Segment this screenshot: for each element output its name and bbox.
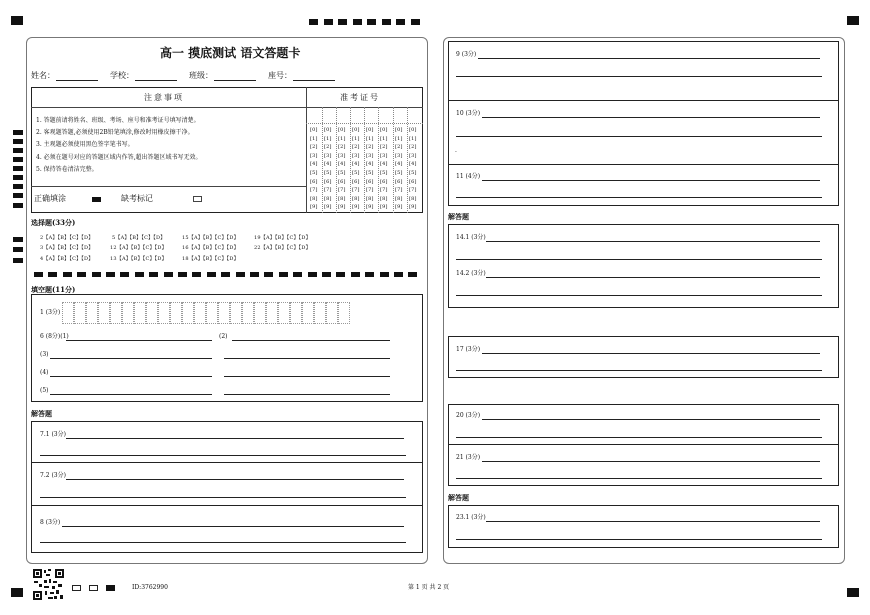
exam-id-bubble[interactable]: [8] — [395, 195, 403, 202]
notice-item: 2. 客观题答题,必须使用2B铅笔填涂,修改时用橡皮擦干净。 — [36, 129, 194, 136]
q1-label: 1 (3分) — [40, 309, 61, 316]
timing-mark — [351, 272, 360, 277]
q21-box — [448, 444, 839, 486]
q8-line[interactable] — [40, 542, 406, 543]
exam-id-bubble[interactable]: [6] — [338, 178, 346, 185]
q20-box — [448, 404, 839, 445]
q23-1-label: 23.1 (3分) — [456, 514, 486, 521]
q10-dot: . — [455, 147, 457, 154]
q7-2-line[interactable] — [40, 497, 406, 498]
q6-5b-line[interactable] — [224, 394, 390, 395]
q17-line[interactable] — [456, 370, 822, 371]
exam-id-bubble[interactable]: [8] — [409, 195, 417, 202]
q7-1-line[interactable] — [40, 455, 406, 456]
timing-mark — [293, 272, 302, 277]
exam-id-bubble[interactable]: [9] — [409, 204, 417, 211]
exam-id-bubble[interactable]: [8] — [324, 195, 332, 202]
timing-mark — [13, 184, 23, 189]
q6-3b-line[interactable] — [224, 358, 390, 359]
timing-mark — [63, 272, 72, 277]
choice-row[interactable]: 22【A】【B】【C】【D】 — [254, 245, 311, 251]
exam-id-bubble[interactable]: [6] — [310, 178, 318, 185]
q10-line[interactable] — [456, 136, 822, 137]
corner-mark-br — [847, 588, 859, 597]
char-cell[interactable] — [266, 302, 278, 324]
q10-line[interactable] — [482, 117, 820, 118]
exam-id-bubble[interactable]: [7] — [352, 187, 360, 194]
choice-heading: 选择题(33分) — [31, 218, 76, 227]
exam-id-bubble[interactable]: [6] — [324, 178, 332, 185]
char-cell[interactable] — [230, 302, 242, 324]
char-cell[interactable] — [170, 302, 182, 324]
exam-id-bubble[interactable]: [1] — [310, 135, 318, 142]
exam-id-bubble[interactable]: [0] — [352, 127, 360, 133]
class-field[interactable] — [214, 80, 256, 81]
choice-row[interactable]: 12【A】【B】【C】【D】 — [110, 245, 167, 251]
exam-id-bubble[interactable]: [6] — [380, 178, 388, 185]
exam-id-bubble[interactable]: [7] — [395, 187, 403, 194]
timing-mark — [13, 175, 23, 180]
footer-square — [89, 585, 98, 591]
name-label: 姓名： — [31, 71, 55, 80]
correct-fill-sample — [92, 197, 101, 202]
exam-id-bubble[interactable]: [8] — [366, 195, 374, 202]
timing-mark — [396, 19, 405, 25]
exam-id-bubble[interactable]: [7] — [409, 187, 417, 194]
notice-item: 5. 保持答卷清洁完整。 — [36, 166, 98, 173]
exam-id-bubble[interactable]: [2] — [324, 144, 332, 151]
timing-mark — [178, 272, 187, 277]
exam-id-bubble[interactable]: [9] — [395, 204, 403, 211]
char-cell[interactable] — [326, 302, 338, 324]
exam-id-bubble[interactable]: [0] — [324, 127, 332, 133]
q7-2-box — [31, 462, 423, 506]
timing-mark — [367, 19, 376, 25]
timing-mark — [192, 272, 201, 277]
q20-label: 20 (3分) — [456, 412, 481, 419]
exam-id-bubble[interactable]: [9] — [366, 204, 374, 211]
exam-id-bubble[interactable]: [4] — [352, 161, 360, 168]
exam-id-bubble[interactable]: [0] — [409, 127, 417, 133]
exam-id-bubble[interactable]: [8] — [338, 195, 346, 202]
timing-mark — [135, 272, 144, 277]
exam-id-bubble[interactable]: [3] — [338, 152, 346, 159]
timing-mark — [13, 193, 23, 198]
exam-id-bubble[interactable]: [0] — [395, 127, 403, 133]
exam-id-bubble[interactable]: [1] — [395, 135, 403, 142]
choice-row[interactable]: 13【A】【B】【C】【D】 — [110, 256, 167, 262]
q6-3-label: (3) — [40, 351, 49, 358]
timing-mark — [380, 272, 389, 277]
char-cell[interactable] — [290, 302, 302, 324]
timing-mark — [207, 272, 216, 277]
char-cell[interactable] — [218, 302, 230, 324]
timing-mark — [264, 272, 273, 277]
exam-id-bubble[interactable]: [3] — [310, 152, 318, 159]
exam-id-bubble[interactable]: [6] — [395, 178, 403, 185]
timing-mark — [308, 272, 317, 277]
q23-box — [448, 505, 839, 548]
exam-id-bubble[interactable]: [1] — [366, 135, 374, 142]
exam-id-bubble[interactable]: [2] — [366, 144, 374, 151]
exam-id-bubble[interactable]: [6] — [409, 178, 417, 185]
timing-mark — [250, 272, 259, 277]
timing-mark — [120, 272, 129, 277]
timing-mark — [13, 203, 23, 208]
notice-item: 3. 主观题必须使用黑色签字笔书写。 — [36, 141, 134, 148]
char-cell[interactable] — [194, 302, 206, 324]
timing-mark — [338, 19, 347, 25]
char-cell[interactable] — [62, 302, 74, 324]
exam-id-bubble[interactable]: [5] — [409, 170, 417, 176]
char-cell[interactable] — [74, 302, 86, 324]
exam-id-bubble[interactable]: [4] — [380, 161, 388, 168]
school-label: 学校： — [110, 71, 134, 80]
char-cell[interactable] — [182, 302, 194, 324]
q17-line[interactable] — [482, 353, 820, 354]
footer-mark — [106, 585, 115, 591]
exam-id-bubble[interactable]: [0] — [380, 127, 388, 133]
exam-id-bubble[interactable]: [3] — [380, 152, 388, 159]
exam-id-bubble[interactable]: [6] — [352, 178, 360, 185]
q23-1-line[interactable] — [456, 539, 822, 540]
exam-id-bubble[interactable]: [3] — [352, 152, 360, 159]
footer-square — [72, 585, 81, 591]
choice-row[interactable]: 18【A】【B】【C】【D】 — [182, 256, 239, 262]
exam-id-bubble[interactable]: [9] — [380, 204, 388, 211]
timing-mark — [353, 19, 362, 25]
footer-id: ID:3762990 — [132, 584, 168, 591]
char-cell[interactable] — [146, 302, 158, 324]
timing-mark — [106, 272, 115, 277]
timing-mark — [236, 272, 245, 277]
q6-3a-line[interactable] — [50, 358, 212, 359]
q23-1-line[interactable] — [486, 521, 820, 522]
fill-heading: 填空题(11分) — [31, 285, 76, 294]
timing-mark — [365, 272, 374, 277]
timing-mark — [13, 148, 23, 153]
char-cell[interactable] — [122, 302, 134, 324]
char-cell[interactable] — [242, 302, 254, 324]
char-cell[interactable] — [314, 302, 326, 324]
q14-1-line[interactable] — [486, 241, 820, 242]
q6-4-label: (4) — [40, 369, 49, 376]
school-field[interactable] — [135, 80, 177, 81]
q6-1-line[interactable] — [66, 340, 212, 341]
char-cell[interactable] — [254, 302, 266, 324]
exam-id-bubble[interactable]: [7] — [380, 187, 388, 194]
q9-box — [448, 41, 839, 101]
timing-mark — [13, 237, 23, 242]
class-label: 班级： — [189, 71, 213, 80]
corner-mark-tr — [847, 16, 859, 25]
exam-id-bubble[interactable]: [7] — [324, 187, 332, 194]
exam-id-bubble[interactable]: [2] — [380, 144, 388, 151]
notice-item: 1. 答题前请将姓名、班级、考场、座号和准考证号填写清楚。 — [36, 117, 200, 124]
exam-id-bubble[interactable]: [5] — [310, 170, 318, 176]
timing-mark — [149, 272, 158, 277]
exam-id-bubble[interactable]: [4] — [310, 161, 318, 168]
exam-id-bubble[interactable]: [2] — [409, 144, 417, 151]
exam-id-bubble[interactable]: [1] — [409, 135, 417, 142]
exam-id-bubble[interactable]: [3] — [324, 152, 332, 159]
q8-line[interactable] — [62, 526, 404, 527]
exam-id-bubble[interactable]: [9] — [338, 204, 346, 211]
q9-line[interactable] — [456, 76, 822, 77]
q7-1-box — [31, 421, 423, 463]
q11-label: 11 (4分) — [456, 173, 481, 180]
q8-label: 8 (3分) — [40, 519, 61, 526]
q7-2-line[interactable] — [66, 479, 404, 480]
exam-id-bubble[interactable]: [4] — [324, 161, 332, 168]
timing-mark — [48, 272, 57, 277]
exam-id-bubble[interactable]: [1] — [352, 135, 360, 142]
exam-id-bubble[interactable]: [2] — [310, 144, 318, 151]
q17-label: 17 (3分) — [456, 346, 481, 353]
exam-id-bubble[interactable]: [8] — [352, 195, 360, 202]
q21-label: 21 (3分) — [456, 454, 481, 461]
exam-id-bubble[interactable]: [4] — [366, 161, 374, 168]
char-cell[interactable] — [338, 302, 350, 324]
exam-id-bubble[interactable]: [0] — [310, 127, 318, 133]
exam-id-bubble[interactable]: [7] — [310, 187, 318, 194]
exam-id-bubble[interactable]: [1] — [324, 135, 332, 142]
qr-code — [32, 568, 65, 601]
absent-mark-checkbox[interactable] — [193, 196, 202, 202]
q11-box — [448, 164, 839, 206]
notice-heading: 注意事项 — [144, 93, 184, 102]
exam-id-heading: 准考证号 — [340, 93, 380, 102]
q14-2-line[interactable] — [486, 277, 820, 278]
footer-page: 第 1 页 共 2 页 — [408, 584, 450, 591]
seat-label: 座号： — [268, 71, 292, 80]
q14-2-line[interactable] — [456, 295, 822, 296]
q6-2-label: (2) — [219, 333, 228, 340]
choice-row[interactable]: 3【A】【B】【C】【D】 — [40, 245, 94, 251]
timing-mark — [408, 272, 417, 277]
exam-id-bubble[interactable]: [4] — [395, 161, 403, 168]
timing-mark — [382, 19, 391, 25]
exam-id-bubble[interactable]: [2] — [352, 144, 360, 151]
char-cell[interactable] — [158, 302, 170, 324]
exam-id-bubble[interactable]: [1] — [380, 135, 388, 142]
timing-mark — [322, 272, 331, 277]
q21-line[interactable] — [456, 478, 822, 479]
q10-label: 10 (3分) — [456, 110, 481, 117]
timing-mark — [13, 166, 23, 171]
corner-mark-bl — [11, 588, 23, 597]
answer-heading-right-2: 解答题 — [448, 493, 469, 502]
exam-id-bubble[interactable]: [5] — [338, 170, 346, 176]
exam-id-bubble[interactable]: [3] — [395, 152, 403, 159]
timing-mark — [34, 272, 43, 277]
timing-mark — [336, 272, 345, 277]
choice-row[interactable]: 2【A】【B】【C】【D】 — [40, 235, 94, 241]
timing-mark — [279, 272, 288, 277]
exam-id-bubble[interactable]: [5] — [395, 170, 403, 176]
timing-mark — [309, 19, 318, 25]
q7-1-label: 7.1 (3分) — [40, 431, 66, 438]
absent-mark-label: 缺考标记 — [121, 194, 153, 203]
q6-4a-line[interactable] — [50, 376, 212, 377]
timing-mark — [13, 139, 23, 144]
q20-line[interactable] — [482, 419, 820, 420]
exam-id-bubble[interactable]: [6] — [366, 178, 374, 185]
char-cell[interactable] — [134, 302, 146, 324]
char-cell[interactable] — [98, 302, 110, 324]
char-cell[interactable] — [278, 302, 290, 324]
name-field[interactable] — [56, 80, 98, 81]
choice-row[interactable]: 19【A】【B】【C】【D】 — [254, 235, 311, 241]
q6-4b-line[interactable] — [224, 376, 390, 377]
q14-1-label: 14.1 (3分) — [456, 234, 486, 241]
choice-row[interactable]: 4【A】【B】【C】【D】 — [40, 256, 94, 262]
q14-2-label: 14.2 (3分) — [456, 270, 486, 277]
timing-mark — [13, 157, 23, 162]
timing-mark — [324, 19, 333, 25]
char-cell[interactable] — [86, 302, 98, 324]
exam-id-bubble[interactable]: [0] — [366, 127, 374, 133]
exam-id-bubble[interactable]: [8] — [310, 195, 318, 202]
timing-mark — [77, 272, 86, 277]
q6-2-line[interactable] — [232, 340, 390, 341]
exam-id-bubble[interactable]: [0] — [338, 127, 346, 133]
timing-mark — [13, 130, 23, 135]
exam-id-bubble[interactable]: [3] — [409, 152, 417, 159]
exam-id-bubble[interactable]: [9] — [352, 204, 360, 211]
timing-mark — [92, 272, 101, 277]
answer-heading-right-1: 解答题 — [448, 212, 469, 221]
q6-label: 6 (8分)(1) — [40, 333, 69, 340]
exam-id-bubble[interactable]: [7] — [338, 187, 346, 194]
timing-mark — [394, 272, 403, 277]
exam-id-bubble[interactable]: [2] — [338, 144, 346, 151]
q9-label: 9 (3分) — [456, 51, 477, 58]
timing-mark — [13, 258, 23, 263]
q17-box — [448, 336, 839, 378]
exam-id-bubble[interactable]: [3] — [366, 152, 374, 159]
timing-mark — [411, 19, 420, 25]
exam-id-bubble[interactable]: [8] — [380, 195, 388, 202]
q10-box — [448, 100, 839, 165]
char-cell[interactable] — [110, 302, 122, 324]
exam-id-bubble[interactable]: [4] — [338, 161, 346, 168]
exam-id-bubble[interactable]: [9] — [324, 204, 332, 211]
page-title: 高一 摸底测试 语文答题卡 — [160, 46, 301, 60]
exam-id-bubble[interactable]: [1] — [338, 135, 346, 142]
notice-item: 4. 必须在题号对应的答题区域内作答,超出答题区域书写无效。 — [36, 154, 202, 161]
q11-line[interactable] — [456, 197, 822, 198]
q7-1-line[interactable] — [66, 438, 404, 439]
q21-line[interactable] — [482, 461, 820, 462]
char-cell[interactable] — [206, 302, 218, 324]
exam-id-bubble[interactable]: [5] — [352, 170, 360, 176]
correct-fill-label: 正确填涂 — [34, 194, 66, 203]
exam-id-bubble[interactable]: [5] — [324, 170, 332, 176]
exam-id-bubble[interactable]: [5] — [380, 170, 388, 176]
seat-field[interactable] — [293, 80, 335, 81]
choice-row[interactable]: 5【A】【B】【C】【D】 — [112, 235, 166, 241]
exam-id-bubble[interactable]: [4] — [409, 161, 417, 168]
exam-id-bubble[interactable]: [7] — [366, 187, 374, 194]
q6-5a-line[interactable] — [50, 394, 212, 395]
timing-mark — [13, 247, 23, 252]
answer-heading-left: 解答题 — [31, 409, 52, 418]
corner-mark-tl — [11, 16, 23, 25]
q20-line[interactable] — [456, 437, 822, 438]
exam-id-bubble[interactable]: [5] — [366, 170, 374, 176]
q14-1-line[interactable] — [456, 259, 822, 260]
choice-row[interactable]: 15【A】【B】【C】【D】 — [182, 235, 239, 241]
q8-box — [31, 505, 423, 553]
exam-id-bubble[interactable]: [9] — [310, 204, 318, 211]
timing-mark — [221, 272, 230, 277]
q11-line[interactable] — [482, 180, 820, 181]
char-cell[interactable] — [302, 302, 314, 324]
q9-line[interactable] — [478, 58, 820, 59]
q7-2-label: 7.2 (3分) — [40, 472, 66, 479]
timing-mark — [164, 272, 173, 277]
q6-5-label: (5) — [40, 387, 49, 394]
choice-row[interactable]: 16【A】【B】【C】【D】 — [182, 245, 239, 251]
exam-id-bubble[interactable]: [2] — [395, 144, 403, 151]
